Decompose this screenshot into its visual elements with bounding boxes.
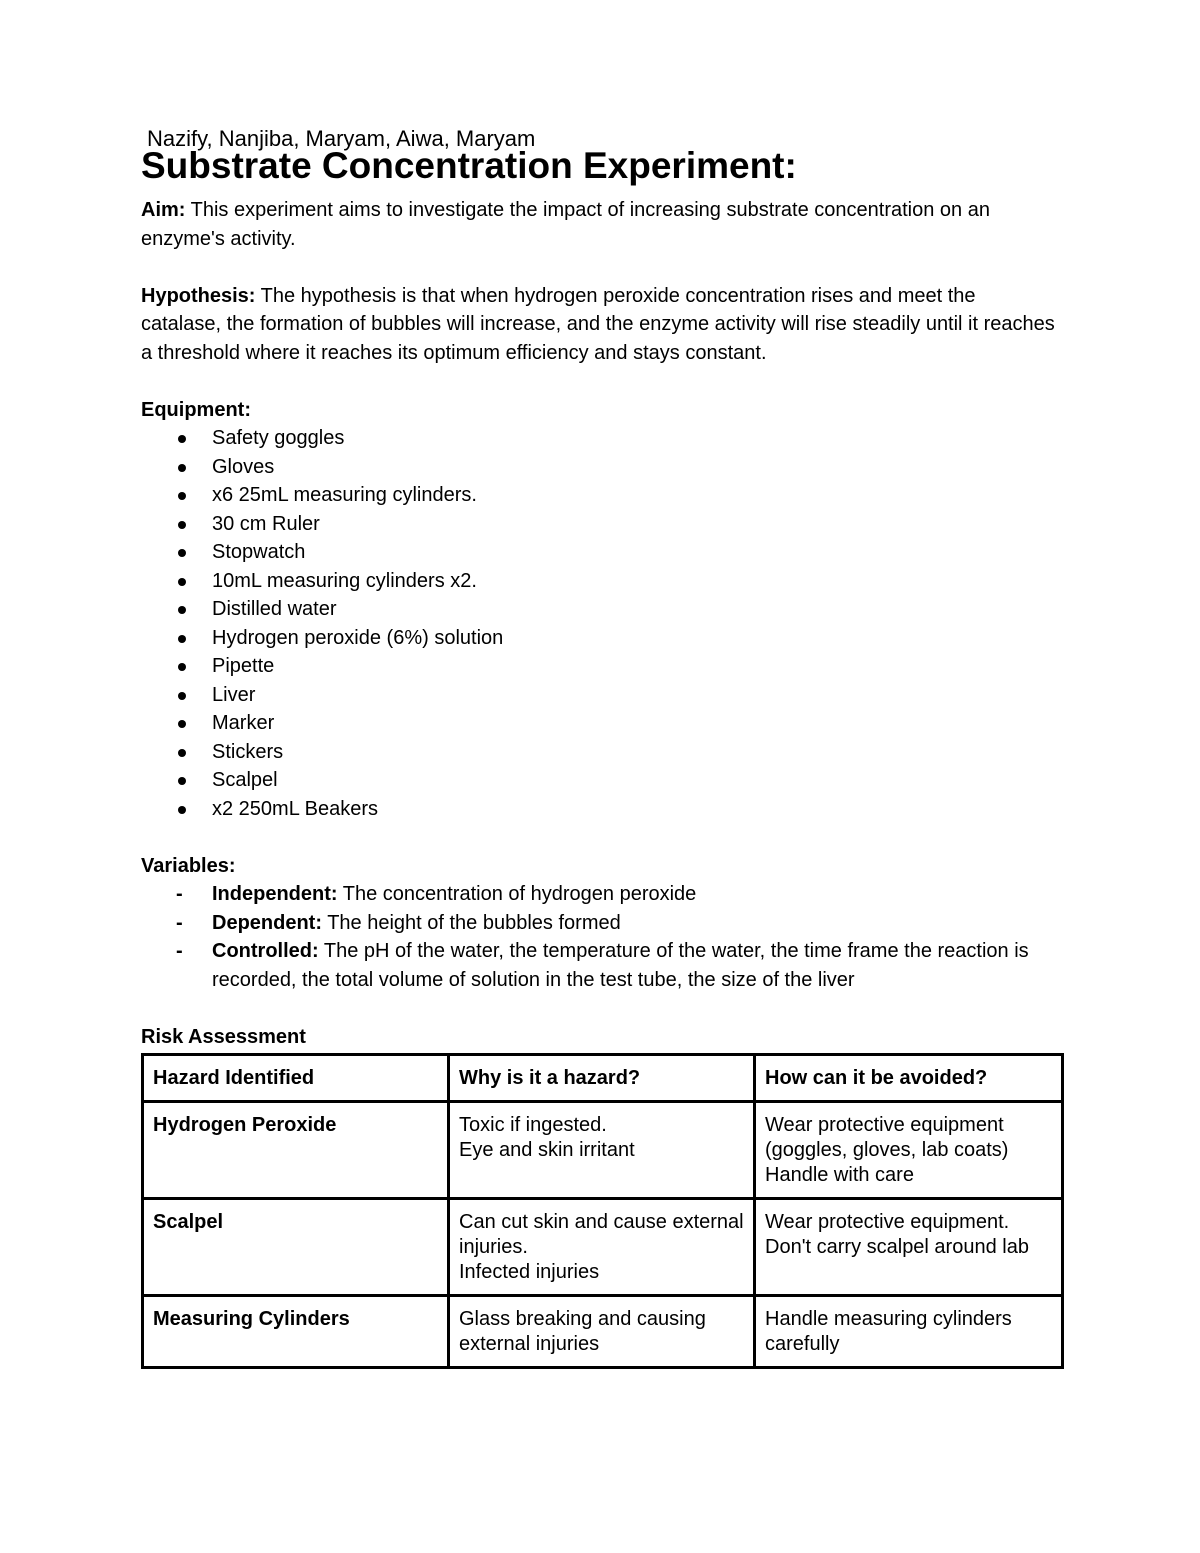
equipment-item	[141, 424, 1061, 453]
equipment-item	[141, 624, 1061, 653]
table-row	[143, 1296, 1063, 1368]
column-header: How can it be avoided?	[755, 1055, 1063, 1102]
variables-list	[141, 880, 1061, 994]
equipment-item	[141, 481, 1061, 510]
dash-marker: -	[176, 883, 183, 905]
equipment-item-text: Marker	[212, 712, 275, 734]
spacer	[141, 253, 1061, 282]
aim-paragraph	[141, 196, 1061, 253]
equipment-item-text: Pipette	[212, 655, 275, 677]
risk-assessment-heading: Risk Assessment	[141, 1025, 306, 1048]
variable-text: The concentration of hydrogen peroxide	[337, 883, 697, 905]
equipment-item	[141, 681, 1061, 710]
dash-marker: -	[176, 940, 183, 962]
bullet-icon	[178, 435, 186, 443]
cell-line: Handle measuring cylinders carefully	[765, 1308, 1012, 1355]
hazard-cell: Scalpel	[143, 1199, 449, 1296]
variable-label: Controlled:	[212, 940, 319, 962]
cell-line: Glass breaking and causing external injuries	[459, 1308, 706, 1355]
spacer	[141, 994, 1061, 1023]
why-cell	[449, 1199, 755, 1296]
bullet-icon	[178, 720, 186, 728]
equipment-item	[141, 510, 1061, 539]
equipment-item	[141, 709, 1061, 738]
authors-line: Nazify, Nanjiba, Maryam, Aiwa, Maryam	[147, 126, 536, 151]
cell-line: Infected injuries	[459, 1261, 600, 1283]
variables-heading: Variables:	[141, 854, 236, 877]
avoid-cell	[755, 1296, 1063, 1368]
table-row	[143, 1102, 1063, 1199]
aim-text: This experiment aims to investigate the impact of increasing substrate concentration on an enzyme's activity.	[141, 199, 990, 250]
table-header-row	[143, 1055, 1063, 1102]
table-row	[143, 1199, 1063, 1296]
equipment-item-text: Stickers	[212, 740, 284, 763]
equipment-item-text: Stopwatch	[212, 541, 306, 563]
equipment-item-text: Liver	[212, 683, 256, 706]
equipment-item-text: Scalpel	[212, 769, 278, 791]
equipment-item	[141, 538, 1061, 567]
equipment-item	[141, 652, 1061, 681]
variable-item	[141, 909, 1061, 938]
equipment-item-text: Hydrogen peroxide (6%) solution	[212, 626, 504, 649]
bullet-icon	[178, 464, 186, 472]
variable-label: Dependent:	[212, 911, 322, 934]
bullet-icon	[178, 806, 186, 814]
document-title: Substrate Concentration Experiment:	[141, 145, 797, 186]
equipment-item	[141, 567, 1061, 596]
bullet-icon	[178, 635, 186, 643]
hazard-cell: Hydrogen Peroxide	[143, 1102, 449, 1199]
bullet-icon	[178, 777, 186, 785]
bullet-icon	[178, 749, 186, 757]
equipment-item	[141, 453, 1061, 482]
equipment-item	[141, 766, 1061, 795]
hypothesis-text: The hypothesis is that when hydrogen peroxide concentration rises and meet the catalase, the formation of bubbles will increase, and the enzyme activity will rise steadily until it reaches a threshold where it reaches its optimum efficiency and stays constant.	[141, 284, 1055, 364]
hypothesis-paragraph	[141, 282, 1061, 368]
equipment-item	[141, 738, 1061, 767]
cell-line: Eye and skin irritant	[459, 1139, 635, 1161]
equipment-heading: Equipment:	[141, 398, 251, 421]
equipment-item-text: x6 25mL measuring cylinders.	[212, 484, 477, 506]
column-header: Why is it a hazard?	[449, 1055, 755, 1102]
why-cell	[449, 1296, 755, 1368]
bullet-icon	[178, 578, 186, 586]
cell-line: Can cut skin and cause external injuries.	[459, 1211, 744, 1258]
cell-line: Handle with care	[765, 1164, 914, 1186]
equipment-item	[141, 595, 1061, 624]
column-header: Hazard Identified	[143, 1055, 449, 1102]
bullet-icon	[178, 492, 186, 500]
bullet-icon	[178, 549, 186, 557]
avoid-cell	[755, 1199, 1063, 1296]
spacer	[141, 823, 1061, 852]
variable-label: Independent:	[212, 883, 338, 905]
equipment-item-text: 30 cm Ruler	[212, 512, 320, 535]
variable-item	[141, 937, 1061, 994]
equipment-list	[141, 424, 1061, 823]
avoid-cell	[755, 1102, 1063, 1199]
variable-text: The pH of the water, the temperature of the water, the time frame the reaction is recorded, the total volume of solution in the test tube, the size of the liver	[212, 940, 1029, 991]
hazard-cell: Measuring Cylinders	[143, 1296, 449, 1368]
aim-label: Aim:	[141, 199, 186, 221]
bullet-icon	[178, 521, 186, 529]
dash-marker: -	[176, 911, 183, 934]
why-cell	[449, 1102, 755, 1199]
equipment-item-text: x2 250mL Beakers	[212, 797, 379, 820]
spacer	[141, 367, 1061, 396]
bullet-icon	[178, 663, 186, 671]
cell-line: Toxic if ingested.	[459, 1114, 607, 1136]
variable-text: The height of the bubbles formed	[322, 911, 621, 934]
equipment-item-text: Safety goggles	[212, 427, 345, 449]
hypothesis-label: Hypothesis:	[141, 284, 256, 307]
document-body	[141, 196, 1061, 1369]
risk-assessment-table	[141, 1053, 1064, 1369]
cell-line: Wear protective equipment (goggles, gloves, lab coats)	[765, 1114, 1009, 1161]
equipment-item-text: Gloves	[212, 455, 275, 478]
equipment-item-text: 10mL measuring cylinders x2.	[212, 569, 477, 592]
cell-line: Don't carry scalpel around lab	[765, 1236, 1029, 1258]
bullet-icon	[178, 606, 186, 614]
variable-item	[141, 880, 1061, 909]
equipment-item	[141, 795, 1061, 824]
bullet-icon	[178, 692, 186, 700]
cell-line: Wear protective equipment.	[765, 1211, 1010, 1233]
equipment-item-text: Distilled water	[212, 598, 337, 620]
